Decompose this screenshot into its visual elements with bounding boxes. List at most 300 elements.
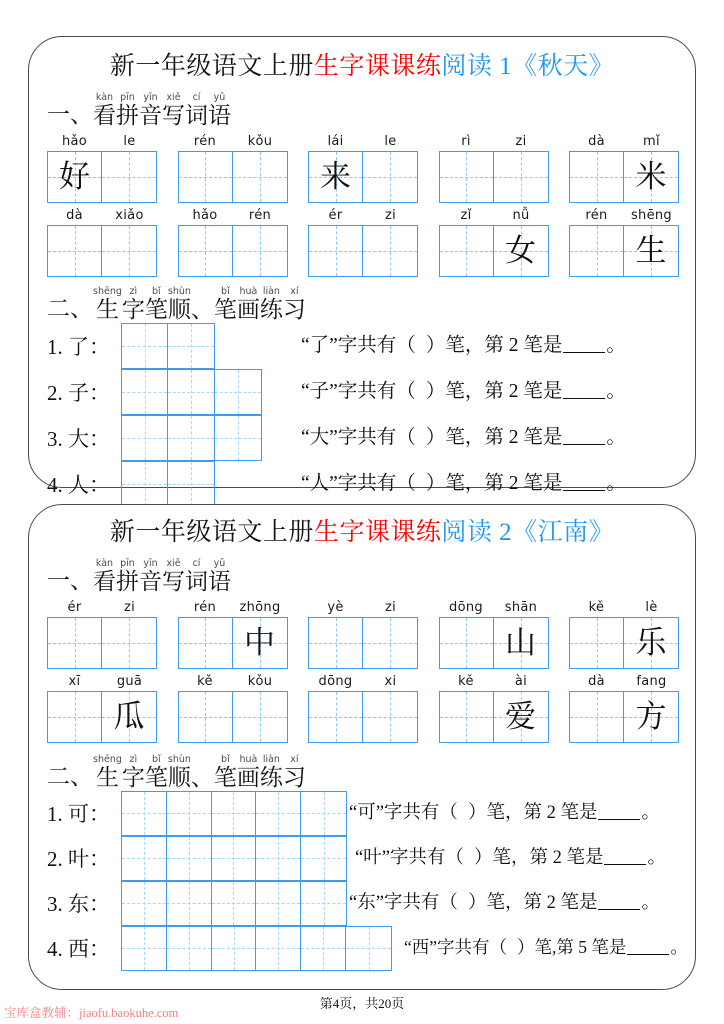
- pinyin-left: dōng: [318, 673, 353, 689]
- practice-cell[interactable]: [167, 882, 212, 925]
- practice-grid[interactable]: [121, 461, 215, 507]
- tianzige-grid[interactable]: [308, 151, 418, 203]
- tianzige-cell[interactable]: [494, 618, 548, 668]
- practice-cell[interactable]: [215, 370, 261, 414]
- tianzige-cell[interactable]: [179, 226, 233, 276]
- question-part-2: ）笔，第 2 笔是: [425, 380, 563, 402]
- tianzige-cell[interactable]: [102, 152, 156, 202]
- stroke-practice-grid-holder[interactable]: [121, 369, 262, 415]
- tianzige-grid[interactable]: [47, 225, 157, 277]
- pinyin-word-exercise-1: [29, 127, 695, 277]
- tianzige-grid[interactable]: [47, 151, 157, 203]
- question-part-3: 。: [606, 472, 626, 494]
- ruby-char: [122, 286, 145, 321]
- stroke-row: [47, 415, 695, 461]
- tianzige-cell[interactable]: [48, 152, 102, 202]
- answer-blank[interactable]: [563, 352, 605, 353]
- tianzige-cell[interactable]: [494, 226, 548, 276]
- title-highlight-red: 生字课课练: [313, 519, 442, 546]
- pinyin-right: kǒu: [247, 133, 273, 149]
- stroke-practice-grid-holder[interactable]: [121, 323, 215, 369]
- cell-char: 瓜: [113, 699, 145, 734]
- tianzige-cell[interactable]: [102, 226, 156, 276]
- tianzige-cell[interactable]: [440, 692, 494, 742]
- pinyin-right: zi: [384, 207, 397, 223]
- ruby-char: [162, 92, 185, 127]
- practice-cell[interactable]: [168, 370, 214, 414]
- practice-cell[interactable]: [212, 882, 257, 925]
- practice-cell[interactable]: [122, 416, 168, 460]
- tianzige-cell[interactable]: [179, 692, 233, 742]
- tianzige-cell[interactable]: [624, 618, 678, 668]
- ruby-char: [168, 754, 191, 789]
- pinyin-right: xiǎo: [115, 207, 144, 223]
- pinyin-left: rén: [193, 133, 217, 149]
- ruby-char: [191, 286, 214, 321]
- practice-cell[interactable]: [168, 416, 214, 460]
- ruby-pinyin: zì: [129, 285, 138, 297]
- ruby-hanzi: 笔: [213, 764, 237, 790]
- tianzige-cell[interactable]: [363, 692, 417, 742]
- practice-cell[interactable]: [256, 882, 301, 925]
- cell-char: 山: [505, 625, 536, 660]
- ruby-char: [260, 754, 283, 789]
- word-item[interactable]: [439, 133, 549, 203]
- word-item[interactable]: [569, 673, 679, 743]
- ruby-pinyin: yǔ: [213, 557, 226, 569]
- answer-blank[interactable]: [627, 954, 669, 955]
- cell-char: 生: [635, 233, 667, 268]
- ruby-char: [237, 754, 260, 789]
- pinyin-left: kě: [197, 673, 213, 689]
- tianzige-grid[interactable]: [439, 151, 549, 203]
- section-number: 一、: [47, 101, 93, 127]
- stroke-practice-grid-holder[interactable]: [121, 926, 392, 971]
- tianzige-cell[interactable]: [179, 152, 233, 202]
- tianzige-cell[interactable]: [48, 692, 102, 742]
- stroke-row-label: 4. 西：: [47, 937, 110, 961]
- word-item[interactable]: [47, 599, 157, 669]
- cell-char: 好: [59, 159, 90, 194]
- ruby-pinyin: cí: [192, 557, 201, 569]
- tianzige-cell[interactable]: [309, 692, 363, 742]
- question-part-1: “叶”字共有（: [355, 847, 464, 868]
- practice-cell[interactable]: [167, 837, 212, 880]
- ruby-pinyin: liàn: [262, 753, 280, 765]
- worksheet-title-2: [29, 505, 695, 547]
- tianzige-grid[interactable]: [178, 617, 288, 669]
- pinyin-left: dà: [588, 673, 605, 689]
- pinyin-right: le: [123, 133, 136, 149]
- ruby-char: [122, 754, 145, 789]
- stroke-exercise-2: [29, 791, 695, 971]
- tianzige-grid[interactable]: [569, 691, 679, 743]
- tianzige-cell[interactable]: [570, 618, 624, 668]
- ruby-hanzi: 语: [208, 568, 231, 594]
- pinyin-left: rì: [461, 133, 471, 149]
- stroke-row: [47, 461, 695, 507]
- worksheet-card-2: [28, 504, 696, 990]
- practice-cell[interactable]: [212, 792, 257, 835]
- ruby-hanzi: 笔: [144, 296, 168, 322]
- pinyin-left: dà: [588, 133, 605, 149]
- pinyin-right: zi: [384, 599, 397, 615]
- practice-cell[interactable]: [167, 927, 212, 970]
- tianzige-cell[interactable]: [440, 618, 494, 668]
- word-item[interactable]: [178, 207, 288, 277]
- pinyin-right: le: [384, 133, 397, 149]
- practice-grid[interactable]: [121, 926, 392, 971]
- pinyin-right: shān: [504, 599, 538, 615]
- question-part-3: 。: [606, 426, 626, 448]
- pinyin-left: hǎo: [192, 207, 218, 223]
- tianzige-grid[interactable]: [308, 225, 418, 277]
- tianzige-cell[interactable]: [48, 618, 102, 668]
- practice-cell[interactable]: [346, 927, 391, 970]
- ruby-hanzi: 习: [282, 764, 306, 790]
- ruby-pinyin: cí: [192, 91, 201, 103]
- tianzige-cell[interactable]: [624, 692, 678, 742]
- pinyin-left: zǐ: [460, 207, 472, 223]
- pinyin-left: rén: [193, 599, 217, 615]
- ruby-char: [191, 754, 214, 789]
- practice-cell[interactable]: [212, 837, 257, 880]
- question-part-3: 。: [647, 847, 666, 868]
- practice-cell[interactable]: [122, 927, 167, 970]
- tianzige-cell[interactable]: [309, 618, 363, 668]
- title-prefix: 新一年级语文上册: [109, 519, 314, 546]
- word-item[interactable]: [308, 673, 418, 743]
- word-item[interactable]: [308, 207, 418, 277]
- tianzige-grid[interactable]: [439, 691, 549, 743]
- title-highlight-red: 生字课课练: [313, 53, 442, 80]
- ruby-hanzi: 习: [282, 296, 306, 322]
- stroke-practice-grid-holder[interactable]: [121, 836, 347, 881]
- cell-char: 女: [505, 233, 536, 268]
- tianzige-grid[interactable]: [439, 617, 549, 669]
- tianzige-cell[interactable]: [440, 152, 494, 202]
- ruby-hanzi: 看: [93, 568, 116, 594]
- stroke-row: [47, 836, 695, 881]
- ruby-hanzi: 语: [208, 102, 231, 128]
- word-item[interactable]: [47, 673, 157, 743]
- tianzige-grid[interactable]: [569, 225, 679, 277]
- stroke-practice-grid-holder[interactable]: [121, 881, 347, 926]
- practice-cell[interactable]: [301, 792, 346, 835]
- ruby-char: [139, 92, 162, 127]
- tianzige-grid[interactable]: [178, 691, 288, 743]
- ruby-pinyin: yīn: [143, 557, 158, 569]
- tianzige-cell[interactable]: [102, 692, 156, 742]
- ruby-char: [214, 754, 237, 789]
- worksheet-card-1: [28, 36, 696, 497]
- ruby-char: [93, 754, 122, 789]
- section-heading-1-2: [29, 279, 695, 321]
- word-row: [47, 673, 679, 743]
- section-heading-1-1: [29, 85, 695, 127]
- answer-blank[interactable]: [563, 444, 605, 445]
- tianzige-cell[interactable]: [233, 226, 287, 276]
- tianzige-cell[interactable]: [233, 618, 287, 668]
- stroke-row-label: 2. 子：: [47, 380, 110, 405]
- ruby-char: [93, 558, 116, 593]
- cell-char: 乐: [635, 625, 667, 660]
- pinyin-right: xi: [384, 673, 397, 689]
- tianzige-cell[interactable]: [363, 152, 417, 202]
- ruby-char: [283, 754, 306, 789]
- word-item[interactable]: [178, 599, 288, 669]
- question-part-1: “大”字共有（: [301, 426, 416, 448]
- cell-char: 来: [320, 159, 351, 194]
- pinyin-word-exercise-2: [29, 593, 695, 743]
- practice-cell[interactable]: [122, 324, 168, 368]
- ruby-hanzi: 看: [93, 102, 116, 128]
- tianzige-grid[interactable]: [569, 151, 679, 203]
- ruby-char: [116, 558, 139, 593]
- answer-blank[interactable]: [598, 819, 640, 820]
- word-item[interactable]: [439, 673, 549, 743]
- tianzige-cell[interactable]: [494, 692, 548, 742]
- tianzige-cell[interactable]: [233, 152, 287, 202]
- tianzige-grid[interactable]: [178, 151, 288, 203]
- ruby-hanzi: 音: [139, 102, 162, 128]
- ruby-char: [139, 558, 162, 593]
- pinyin-right: ài: [514, 673, 528, 689]
- pinyin-left: ér: [328, 207, 343, 223]
- practice-cell[interactable]: [301, 837, 346, 880]
- ruby-char: [208, 92, 231, 127]
- practice-grid[interactable]: [121, 791, 347, 836]
- practice-cell[interactable]: [168, 462, 214, 506]
- tianzige-cell[interactable]: [440, 226, 494, 276]
- pinyin-right: zi: [123, 599, 136, 615]
- pinyin-right: kǒu: [247, 673, 273, 689]
- ruby-pinyin: kàn: [95, 91, 114, 103]
- pinyin-left: lái: [327, 133, 344, 149]
- stroke-row: [47, 926, 695, 971]
- word-item[interactable]: [569, 133, 679, 203]
- word-item[interactable]: [308, 133, 418, 203]
- ruby-char: [162, 558, 185, 593]
- cell-char: 方: [635, 699, 667, 734]
- stroke-exercise-1: [29, 323, 695, 507]
- stroke-practice-grid-holder[interactable]: [121, 415, 262, 461]
- tianzige-grid[interactable]: [47, 617, 157, 669]
- ruby-pinyin: xiě: [166, 557, 181, 569]
- ruby-hanzi: 笔: [144, 764, 168, 790]
- ruby-pinyin: shēng: [93, 753, 122, 765]
- ruby-pinyin: shùn: [167, 285, 191, 297]
- tianzige-grid[interactable]: [439, 225, 549, 277]
- stroke-row-label: 3. 大：: [47, 426, 110, 451]
- practice-cell[interactable]: [256, 837, 301, 880]
- question-part-1: “西”字共有（: [404, 937, 508, 958]
- section-heading-ruby-group: [93, 92, 231, 127]
- word-item[interactable]: [569, 207, 679, 277]
- ruby-hanzi: 词: [185, 102, 208, 128]
- title-prefix: 新一年级语文上册: [109, 53, 314, 80]
- practice-cell[interactable]: [167, 792, 212, 835]
- question-part-2: ）笔,第 5 笔是: [517, 937, 627, 958]
- word-item[interactable]: [178, 673, 288, 743]
- tianzige-cell[interactable]: [570, 226, 624, 276]
- question-part-2: ）笔，第 2 笔是: [467, 802, 598, 823]
- ruby-pinyin: huà: [239, 285, 258, 297]
- question-part-1: “子”字共有（: [301, 380, 416, 402]
- stroke-row-label: 3. 东：: [47, 892, 110, 916]
- practice-cell[interactable]: [215, 416, 261, 460]
- practice-cell[interactable]: [122, 370, 168, 414]
- ruby-hanzi: 词: [185, 568, 208, 594]
- ruby-hanzi: 拼: [116, 102, 139, 128]
- pinyin-left: yè: [327, 599, 344, 615]
- tianzige-cell[interactable]: [363, 226, 417, 276]
- pinyin-left: dà: [66, 207, 83, 223]
- tianzige-cell[interactable]: [363, 618, 417, 668]
- section-heading-ruby-group: [93, 286, 306, 321]
- practice-cell[interactable]: [301, 927, 346, 970]
- practice-cell[interactable]: [122, 792, 167, 835]
- word-item[interactable]: [308, 599, 418, 669]
- ruby-hanzi: 字: [121, 764, 145, 790]
- worksheet-title-1: [29, 37, 695, 81]
- practice-grid[interactable]: [121, 415, 262, 461]
- stroke-practice-grid-holder[interactable]: [121, 791, 347, 836]
- tianzige-cell[interactable]: [494, 152, 548, 202]
- word-item[interactable]: [439, 207, 549, 277]
- practice-cell[interactable]: [122, 837, 167, 880]
- ruby-hanzi: 生: [95, 296, 119, 322]
- question-part-2: ）笔，第 2 笔是: [425, 472, 563, 494]
- word-item[interactable]: [439, 599, 549, 669]
- answer-blank[interactable]: [604, 864, 646, 865]
- stroke-question-text: [355, 849, 666, 868]
- pinyin-right: nǚ: [512, 207, 530, 223]
- word-row: [47, 599, 679, 669]
- ruby-hanzi: 顺: [167, 764, 191, 790]
- tianzige-grid[interactable]: [308, 691, 418, 743]
- answer-blank[interactable]: [598, 909, 640, 910]
- tianzige-cell[interactable]: [309, 226, 363, 276]
- practice-grid[interactable]: [121, 323, 215, 369]
- ruby-pinyin: pīn: [120, 91, 135, 103]
- tianzige-cell[interactable]: [570, 152, 624, 202]
- tianzige-cell[interactable]: [570, 692, 624, 742]
- ruby-pinyin: zì: [129, 753, 138, 765]
- stroke-row: [47, 369, 695, 415]
- ruby-pinyin: huà: [239, 753, 258, 765]
- ruby-char: [283, 286, 306, 321]
- ruby-hanzi: 写: [162, 102, 185, 128]
- ruby-pinyin: xí: [290, 753, 299, 765]
- ruby-char: [93, 92, 116, 127]
- ruby-hanzi: 音: [139, 568, 162, 594]
- section-number: 二、: [47, 295, 93, 321]
- practice-cell[interactable]: [122, 882, 167, 925]
- ruby-pinyin: shùn: [167, 753, 191, 765]
- answer-blank[interactable]: [563, 398, 605, 399]
- ruby-pinyin: shēng: [93, 285, 122, 297]
- stroke-question-text: [301, 428, 626, 448]
- ruby-hanzi: 画: [236, 764, 260, 790]
- question-part-2: ）笔，第 2 笔是: [473, 847, 604, 868]
- ruby-char: [237, 286, 260, 321]
- practice-cell[interactable]: [212, 927, 257, 970]
- ruby-char: [185, 558, 208, 593]
- question-part-2: ）笔，第 2 笔是: [467, 892, 598, 913]
- cell-char: 中: [244, 625, 275, 660]
- practice-grid[interactable]: [121, 836, 347, 881]
- practice-cell[interactable]: [256, 792, 301, 835]
- tianzige-grid[interactable]: [47, 691, 157, 743]
- practice-cell[interactable]: [168, 324, 214, 368]
- word-item[interactable]: [47, 133, 157, 203]
- word-item[interactable]: [178, 133, 288, 203]
- site-watermark: 宝库盒教辅：jiaofu.baokuhe.com: [4, 1006, 179, 1020]
- pinyin-right: mǐ: [643, 133, 660, 149]
- ruby-hanzi: 画: [236, 296, 260, 322]
- title-lesson-blue: 阅读 1《秋天》: [441, 53, 615, 80]
- stroke-row-label: 1. 了：: [47, 334, 110, 359]
- tianzige-cell[interactable]: [624, 152, 678, 202]
- ruby-hanzi: 、: [190, 296, 214, 322]
- ruby-pinyin: yīn: [143, 91, 158, 103]
- ruby-char: [208, 558, 231, 593]
- ruby-pinyin: pīn: [120, 557, 135, 569]
- ruby-char: [145, 754, 168, 789]
- stroke-row-label: 4. 人：: [47, 472, 110, 497]
- question-part-1: “东”字共有（: [349, 892, 458, 913]
- section-heading-2-2: [29, 747, 695, 789]
- pinyin-left: hǎo: [61, 133, 88, 149]
- word-item[interactable]: [47, 207, 157, 277]
- section-heading-2-1: [29, 551, 695, 593]
- practice-grid[interactable]: [121, 881, 347, 926]
- pinyin-right: shēng: [630, 207, 672, 223]
- ruby-char: [168, 286, 191, 321]
- practice-cell[interactable]: [301, 882, 346, 925]
- tianzige-cell[interactable]: [179, 618, 233, 668]
- pinyin-left: kě: [588, 599, 605, 615]
- tianzige-grid[interactable]: [569, 617, 679, 669]
- pinyin-right: lè: [645, 599, 658, 615]
- answer-blank[interactable]: [563, 490, 605, 491]
- ruby-hanzi: 笔: [213, 296, 237, 322]
- tianzige-cell[interactable]: [309, 152, 363, 202]
- ruby-pinyin: xiě: [166, 91, 181, 103]
- practice-cell[interactable]: [256, 927, 301, 970]
- practice-cell[interactable]: [122, 462, 168, 506]
- tianzige-cell[interactable]: [102, 618, 156, 668]
- stroke-question-text: [301, 336, 626, 356]
- section-number: 一、: [47, 567, 93, 593]
- ruby-hanzi: 拼: [116, 568, 139, 594]
- practice-grid[interactable]: [121, 369, 262, 415]
- stroke-question-text: [349, 804, 660, 823]
- tianzige-cell[interactable]: [624, 226, 678, 276]
- tianzige-grid[interactable]: [178, 225, 288, 277]
- tianzige-cell[interactable]: [233, 692, 287, 742]
- word-item[interactable]: [569, 599, 679, 669]
- question-part-1: “人”字共有（: [301, 472, 416, 494]
- ruby-pinyin: bǐ: [221, 753, 230, 765]
- cell-char: 爱: [505, 699, 536, 734]
- question-part-3: 。: [606, 334, 626, 356]
- tianzige-cell[interactable]: [48, 226, 102, 276]
- tianzige-grid[interactable]: [308, 617, 418, 669]
- ruby-pinyin: bǐ: [152, 285, 161, 297]
- stroke-practice-grid-holder[interactable]: [121, 461, 215, 507]
